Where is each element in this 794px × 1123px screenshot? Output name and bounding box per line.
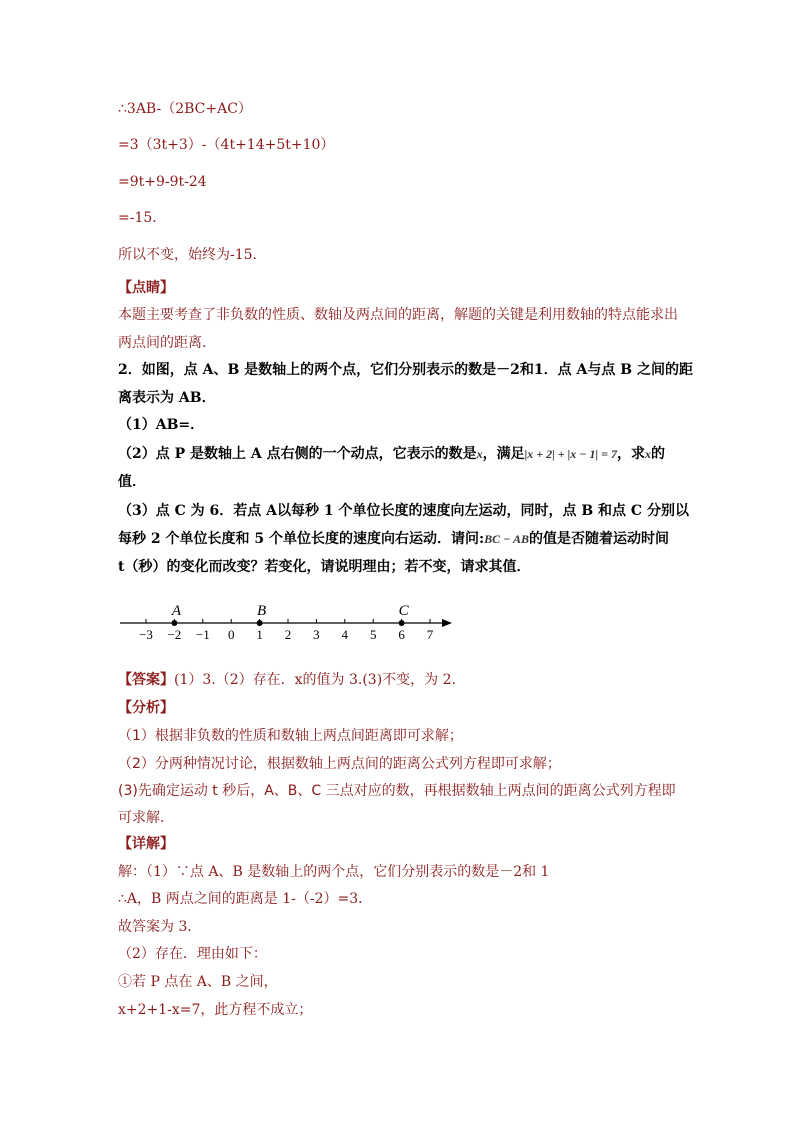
detail-line-6: x+2+1-x=7，此方程不成立；	[118, 1002, 313, 1018]
analysis-label: 【分析】	[118, 700, 174, 716]
point-a-dot	[171, 620, 177, 626]
question-3-line-2	[118, 529, 669, 549]
tick-label: −1	[195, 627, 210, 642]
tick-label: 0	[227, 627, 235, 642]
detail-label: 【详解】	[118, 836, 174, 852]
answer-text: (1）3.（2）存在．x的值为 3.(3)不变，为 2.	[174, 672, 456, 688]
detail-line-2: ∴A，B 两点之间的距离是 1-（-2）=3．	[118, 891, 373, 907]
detail-line-5: ①若 P 点在 A、B 之间，	[118, 974, 278, 990]
problem-stem-line-2: 离表示为 AB．	[118, 390, 216, 406]
question-3-line-3: t（秒）的变化而改变？若变化，请说明理由；若不变，请求其值．	[118, 559, 531, 575]
question-1: （1）AB=．	[118, 417, 205, 433]
question-2-line-1	[118, 444, 665, 464]
question-2-text-pre: （2）点 P 是数轴上 A 点右侧的一个动点，它表示的数是	[118, 446, 477, 462]
detail-line-1: 解：（1）∵点 A、B 是数轴上的两个点，它们分别表示的数是－2和 1	[118, 864, 550, 880]
variable-x-2: x	[645, 447, 651, 461]
detail-line-3: 故答案为 3．	[118, 919, 202, 935]
tick-label: 1	[256, 627, 263, 642]
point-c-dot	[399, 620, 405, 626]
analysis-line-1: （1）根据非负数的性质和数轴上两点间距离即可求解；	[118, 728, 463, 744]
solution-line-2: =3（3t+3）-（4t+14+5t+10）	[118, 137, 335, 153]
number-line-figure	[118, 596, 458, 648]
solution-line-3: =9t+9-9t-24	[118, 174, 207, 190]
question-2-text-end: 的	[651, 446, 665, 462]
question-2-text-mid: ，满足	[482, 446, 525, 462]
point-b-dot	[257, 620, 263, 626]
tick-label: 3	[313, 627, 320, 642]
point-c-label: C	[398, 603, 409, 619]
question-3-line-1: （3）点 C 为 6．若点 A以每秒 1 个单位长度的速度向左运动，同时，点 B 和点 C 分别以	[118, 503, 689, 519]
dianjing-label: 【点睛】	[118, 280, 174, 296]
solution-conclusion: 所以不变，始终为-15．	[118, 247, 267, 263]
tick-label: 6	[398, 627, 405, 642]
point-b-label: B	[257, 603, 267, 619]
solution-line-1: ∴3AB-（2BC+AC）	[118, 101, 252, 117]
tick-label: −2	[167, 627, 182, 642]
analysis-line-4: 可求解．	[118, 810, 174, 826]
variable-x: x	[476, 447, 483, 461]
tick-label: 2	[284, 627, 292, 642]
dianjing-line-2: 两点间的距离．	[118, 335, 216, 351]
analysis-line-2: （2）分两种情况讨论，根据数轴上两点间的距离公式列方程即可求解；	[118, 756, 561, 772]
solution-line-4: =-15．	[118, 210, 167, 226]
tick-label: 5	[369, 627, 377, 642]
answer-label: 【答案】	[118, 672, 174, 688]
problem-stem-line-1: 2．如图，点 A、B 是数轴上的两个点，它们分别表示的数是－2和1．点 A与点 B 之间的距	[118, 362, 693, 378]
tick-label: 7	[426, 627, 434, 642]
absolute-value-equation: |x + 2| + |x − 1| = 7	[524, 447, 617, 461]
question-3-text-pre: 每秒 2 个单位长度和 5 个单位长度的速度向右运动．请问:	[118, 531, 485, 547]
answer-line	[118, 670, 456, 690]
analysis-line-3: (3)先确定运动 t 秒后，A、B、C 三点对应的数，再根据数轴上两点间的距离公式列方程即	[118, 783, 676, 799]
tick-label: 4	[341, 627, 349, 642]
number-line-arrow-icon	[442, 619, 452, 627]
detail-line-4: （2）存在．理由如下：	[118, 946, 267, 962]
question-2-line-2: 值．	[118, 474, 146, 490]
dianjing-line-1: 本题主要考查了非负数的性质、数轴及两点间的距离，解题的关键是利用数轴的特点能求出	[118, 307, 678, 323]
question-3-text-post: 的值是否随着运动时间	[529, 531, 669, 547]
bc-minus-ab-expression: BC − AB	[484, 532, 529, 546]
tick-label: −3	[139, 627, 153, 642]
question-2-text-post: ，求	[617, 446, 645, 462]
point-a-label: A	[171, 603, 181, 619]
